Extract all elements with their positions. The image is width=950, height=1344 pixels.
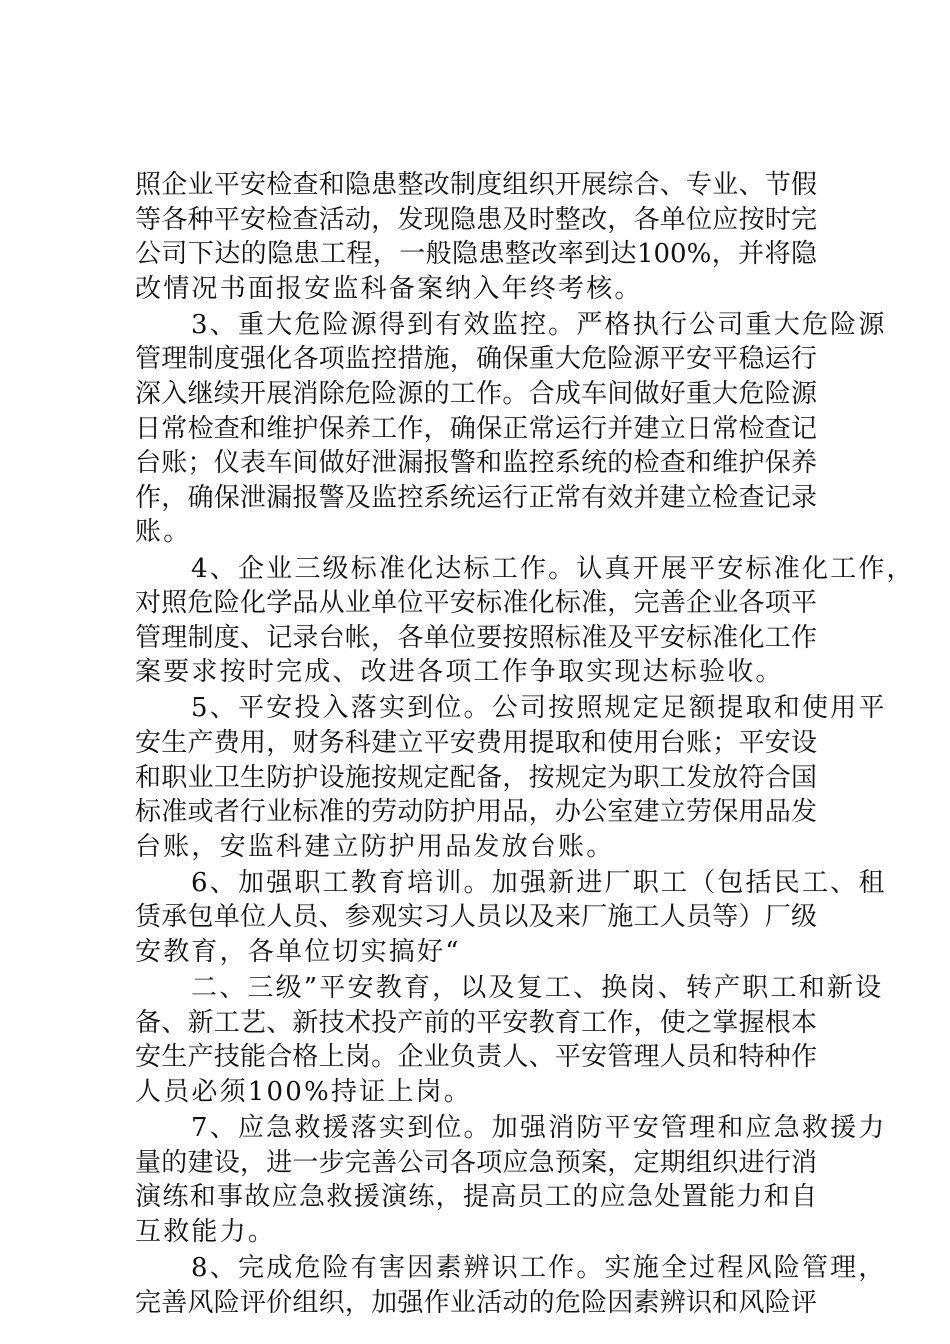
document-body xyxy=(135,168,915,1322)
text-line: 台账，安监科建立防护用品发放台账。 xyxy=(135,831,615,862)
text-line: 管理制度、记录台帐，各单位要按照标准及平安标准化工作 xyxy=(135,622,817,653)
text-line: 账。 xyxy=(135,517,192,548)
paragraph-item-6-continued xyxy=(135,971,884,1109)
text-line: 二、三级”平安教育，以及复工、换岗、转产职工和新设 xyxy=(191,973,884,1004)
text-line: 3、重大危险源得到有效监控。严格执行公司重大危险源 xyxy=(191,309,887,340)
text-line: 等各种平安检查活动，发现隐患及时整改，各单位应按时完 xyxy=(135,204,817,235)
text-line: 6、加强职工教育培训。加强新进厂职工（包括民工、租 xyxy=(191,867,887,898)
text-line: 量的建设，进一步完善公司各项应急预案，定期组织进行消 xyxy=(135,1147,817,1178)
text-line: 日常检查和维护保养工作，确保正常运行并建立日常检查记 xyxy=(135,413,817,444)
text-line: 互救能力。 xyxy=(135,1216,277,1247)
paragraph-item-5 xyxy=(135,691,887,864)
paragraph-item-7 xyxy=(135,1111,887,1249)
text-line: 安教育，各单位切实搞好“ xyxy=(135,937,461,968)
text-line: 备、新工艺、新技术投产前的平安教育工作，使之掌握根本 xyxy=(135,1007,817,1038)
text-line: 台账；仪表车间做好泄漏报警和监控系统的检查和维护保养 xyxy=(135,448,817,479)
text-line: 作，确保泄漏报警及监控系统运行正常有效并建立检查记录 xyxy=(135,482,817,513)
text-line: 照企业平安检查和隐患整改制度组织开展综合、专业、节假 xyxy=(135,170,817,200)
text-line: 完善风险评价组织，加强作业活动的危险因素辨识和风险评 xyxy=(135,1287,817,1318)
paragraph-safety-inspection xyxy=(135,168,817,306)
text-line: 安生产费用，财务科建立平安费用提取和使用台账；平安设 xyxy=(135,728,817,758)
paragraph-item-6 xyxy=(135,866,887,970)
text-line: 7、应急救援落实到位。加强消防平安管理和应急救援力 xyxy=(191,1113,887,1144)
text-line: 深入继续开展消除危险源的工作。合成车间做好重大危险源 xyxy=(135,379,817,410)
text-line: 管理制度强化各项监控措施，确保重大危险源平安平稳运行 xyxy=(135,344,817,375)
text-line: 公司下达的隐患工程，一般隐患整改率到达100%，并将隐 xyxy=(135,239,817,270)
text-line: 演练和事故应急救援演练，提高员工的应急处置能力和自 xyxy=(135,1182,817,1213)
text-line: 人员必须100%持证上岗。 xyxy=(135,1076,472,1107)
text-line: 4、企业三级标准化达标工作。认真开展平安标准化工作， xyxy=(191,553,915,584)
text-line: 案要求按时完成、改进各项工作争取实现达标验收。 xyxy=(135,657,784,688)
text-line: 8、完成危险有害因素辨识工作。实施全过程风险管理， xyxy=(191,1252,887,1283)
paragraph-item-3 xyxy=(135,308,887,550)
text-line: 5、平安投入落实到位。公司按照规定足额提取和使用平 xyxy=(191,693,887,724)
text-line: 改情况书面报安监科备案纳入年终考核。 xyxy=(135,273,643,304)
text-line: 对照危险化学品从业单位平安标准化标准，完善企业各项平 xyxy=(135,588,817,619)
text-line: 和职业卫生防护设施按规定配备，按规定为职工发放符合国 xyxy=(135,762,817,793)
text-line: 赁承包单位人员、参观实习人员以及来厂施工人员等）厂级 xyxy=(135,902,817,933)
text-line: 安生产技能合格上岗。企业负责人、平安管理人员和特种作 xyxy=(135,1042,817,1073)
text-line: 标准或者行业标准的劳动防护用品，办公室建立劳保用品发 xyxy=(135,797,817,828)
paragraph-item-4 xyxy=(135,552,915,690)
paragraph-item-8 xyxy=(135,1251,887,1320)
